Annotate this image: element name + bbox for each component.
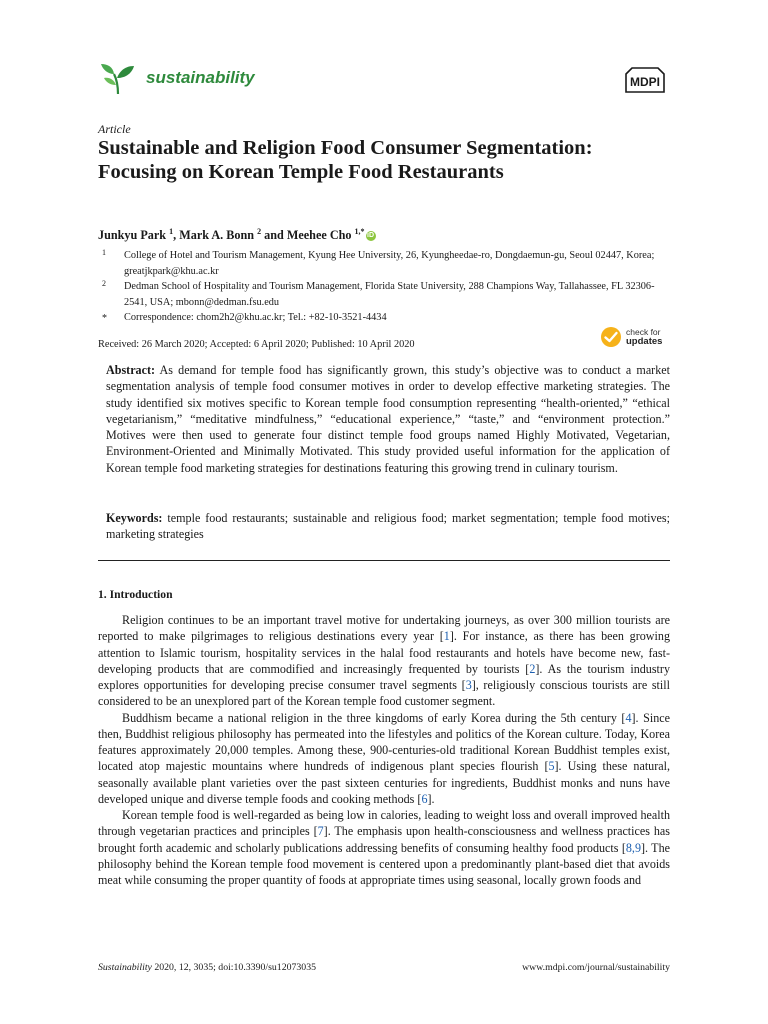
author-2[interactable]: , Mark A. Bonn bbox=[173, 228, 258, 243]
paragraph: Buddhism became a national religion in the three kingdoms of early Korea during the 5th century [4]. Since then, Buddhist religious philosophy has permeated into the lifestyles and politics of the Korean culture. Today, Korea features approximately 20,000 temples. Among these, 900-centuries-old traditional Korean Buddhist temples exist, located atop majestic mountains where hundreds of indigenous plant species flourish [5]. Using these natural, seasonally available plant varieties over the past sixteen centuries for ingredients, Buddhist monks and nuns have developed unique and diverse temple foods and cooking methods [6]. bbox=[98, 710, 670, 806]
author-3-affil: 1,* bbox=[354, 227, 365, 236]
author-2-affil: 2 bbox=[257, 227, 262, 236]
author-1-affil: 1 bbox=[169, 227, 174, 236]
check-updates-line1: check for bbox=[626, 327, 661, 337]
abstract-text: As demand for temple food has significantly grown, this study’s objective was to conduct a market segmentation analysis of temple food consumer motives in order to develop effective marketing strategies. The study identified six motives specific to Korean temple food consumption representing “health-oriented,” “ethical vegetarianism,” “meditative mindfulness,” “educational experience,” “taste,” and “environment protection.” Motives were then used to generate four distinct temple food groups named Highly Motivated, Vegetarian, Environment-Oriented and Minimally Motivated. This study provided useful information for the application of Korean temple food marketing strategies for destinations featuring this growing trend in culinary tourism. bbox=[106, 363, 670, 475]
affiliation-mark: 1 bbox=[102, 248, 106, 257]
affiliation-item bbox=[100, 279, 670, 310]
paragraph: Korean temple food is well-regarded as being low in calories, leading to weight loss and overall improved health through vegetarian practices and principles [7]. The emphasis upon health-consciousness and wellness practices has brought forth academic and scholarly publications addressing benefits of consuming healthy food products [8,9]. The philosophy behind the Korean temple food movement is centered upon a predominantly plant-based diet that avoids meat while consuming the proper quantity of foods at appropriate times using seasonal, locally grown foods and bbox=[98, 808, 670, 887]
abstract bbox=[106, 362, 670, 476]
affiliations bbox=[100, 248, 670, 326]
mdpi-logo-text: MDPI bbox=[630, 75, 660, 89]
keywords-text: temple food restaurants; sustainable and religious food; market segmentation; temple food motives; marketing strategies bbox=[106, 511, 670, 542]
journal-name[interactable]: sustainability bbox=[146, 68, 255, 87]
citation-link[interactable]: 2 bbox=[529, 661, 536, 676]
author-list bbox=[98, 227, 376, 243]
footer-journal: Sustainability bbox=[98, 962, 152, 973]
citation-link[interactable]: 4 bbox=[625, 710, 632, 725]
citation-link[interactable]: 1 bbox=[443, 629, 450, 644]
keywords bbox=[106, 510, 670, 543]
affiliation-item bbox=[100, 248, 670, 279]
footer-website-link[interactable]: www.mdpi.com/journal/sustainability bbox=[522, 962, 670, 973]
citation-link[interactable]: 6 bbox=[421, 791, 428, 806]
orcid-icon[interactable]: iD bbox=[367, 232, 375, 240]
affiliation-text: College of Hotel and Tourism Management, Kyung Hee University, 26, Kyungheedae-ro, Dongdaemun-gu, Seoul 02447, Korea; greatjkpark@khu.ac.kr bbox=[124, 250, 655, 277]
paragraph: Religion continues to be an important travel motive for undertaking journeys, as over 300 million tourists are reported to make pilgrimages to religious destinations every year [1]. For instance, as there has been growing attention to Islamic tourism, hospitality services in the halal food restaurants and hotels have become new, fast-developing products that are commodified and increasingly frequented by tourists [2]. As the tourism industry explores opportunities for developing precise consumer travel segments [3], religiously conscious tourists are still considered to be an unexplored part of the Korean temple food customer segment. bbox=[98, 613, 670, 709]
correspondence-text[interactable]: Correspondence: chom2h2@khu.ac.kr; Tel.: +82-10-3521-4434 bbox=[124, 312, 387, 323]
affiliation-mark: 2 bbox=[102, 279, 106, 288]
mdpi-logo[interactable] bbox=[622, 66, 668, 94]
affiliation-text: Dedman School of Hospitality and Tourism Management, Florida State University, 288 Champions Way, Tallahassee, FL 32306-2541, USA; mbonn@dedman.fsu.edu bbox=[124, 281, 655, 308]
journal-header bbox=[98, 58, 678, 102]
page-footer bbox=[98, 962, 670, 973]
body-text bbox=[98, 612, 670, 888]
footer-doi[interactable]: 2020, 12, 3035; doi:10.3390/su12073035 bbox=[151, 962, 316, 973]
footer-citation bbox=[98, 962, 316, 973]
check-updates-icon bbox=[600, 326, 622, 348]
citation-link[interactable]: 7 bbox=[317, 824, 324, 839]
abstract-label: Abstract: bbox=[106, 363, 156, 377]
affiliation-mark: * bbox=[102, 313, 107, 324]
check-for-updates-button[interactable] bbox=[600, 326, 680, 350]
author-3[interactable]: and Meehee Cho bbox=[261, 228, 355, 243]
paper-title: Sustainable and Religion Food Consumer Segmentation: Focusing on Korean Temple Food Restaurants bbox=[98, 137, 593, 183]
leaf-icon bbox=[98, 58, 138, 98]
check-updates-line2: updates bbox=[626, 336, 663, 347]
author-1[interactable]: Junkyu Park bbox=[98, 228, 170, 243]
citation-link[interactable]: 8,9 bbox=[625, 840, 641, 855]
correspondence bbox=[100, 310, 670, 326]
keywords-label: Keywords: bbox=[106, 511, 163, 525]
section-heading: 1. Introduction bbox=[98, 588, 173, 601]
divider bbox=[98, 560, 670, 561]
article-type: Article bbox=[98, 122, 131, 136]
publication-dates: Received: 26 March 2020; Accepted: 6 April 2020; Published: 10 April 2020 bbox=[98, 339, 415, 350]
citation-link[interactable]: 3 bbox=[465, 678, 472, 692]
citation-link[interactable]: 5 bbox=[548, 759, 555, 774]
